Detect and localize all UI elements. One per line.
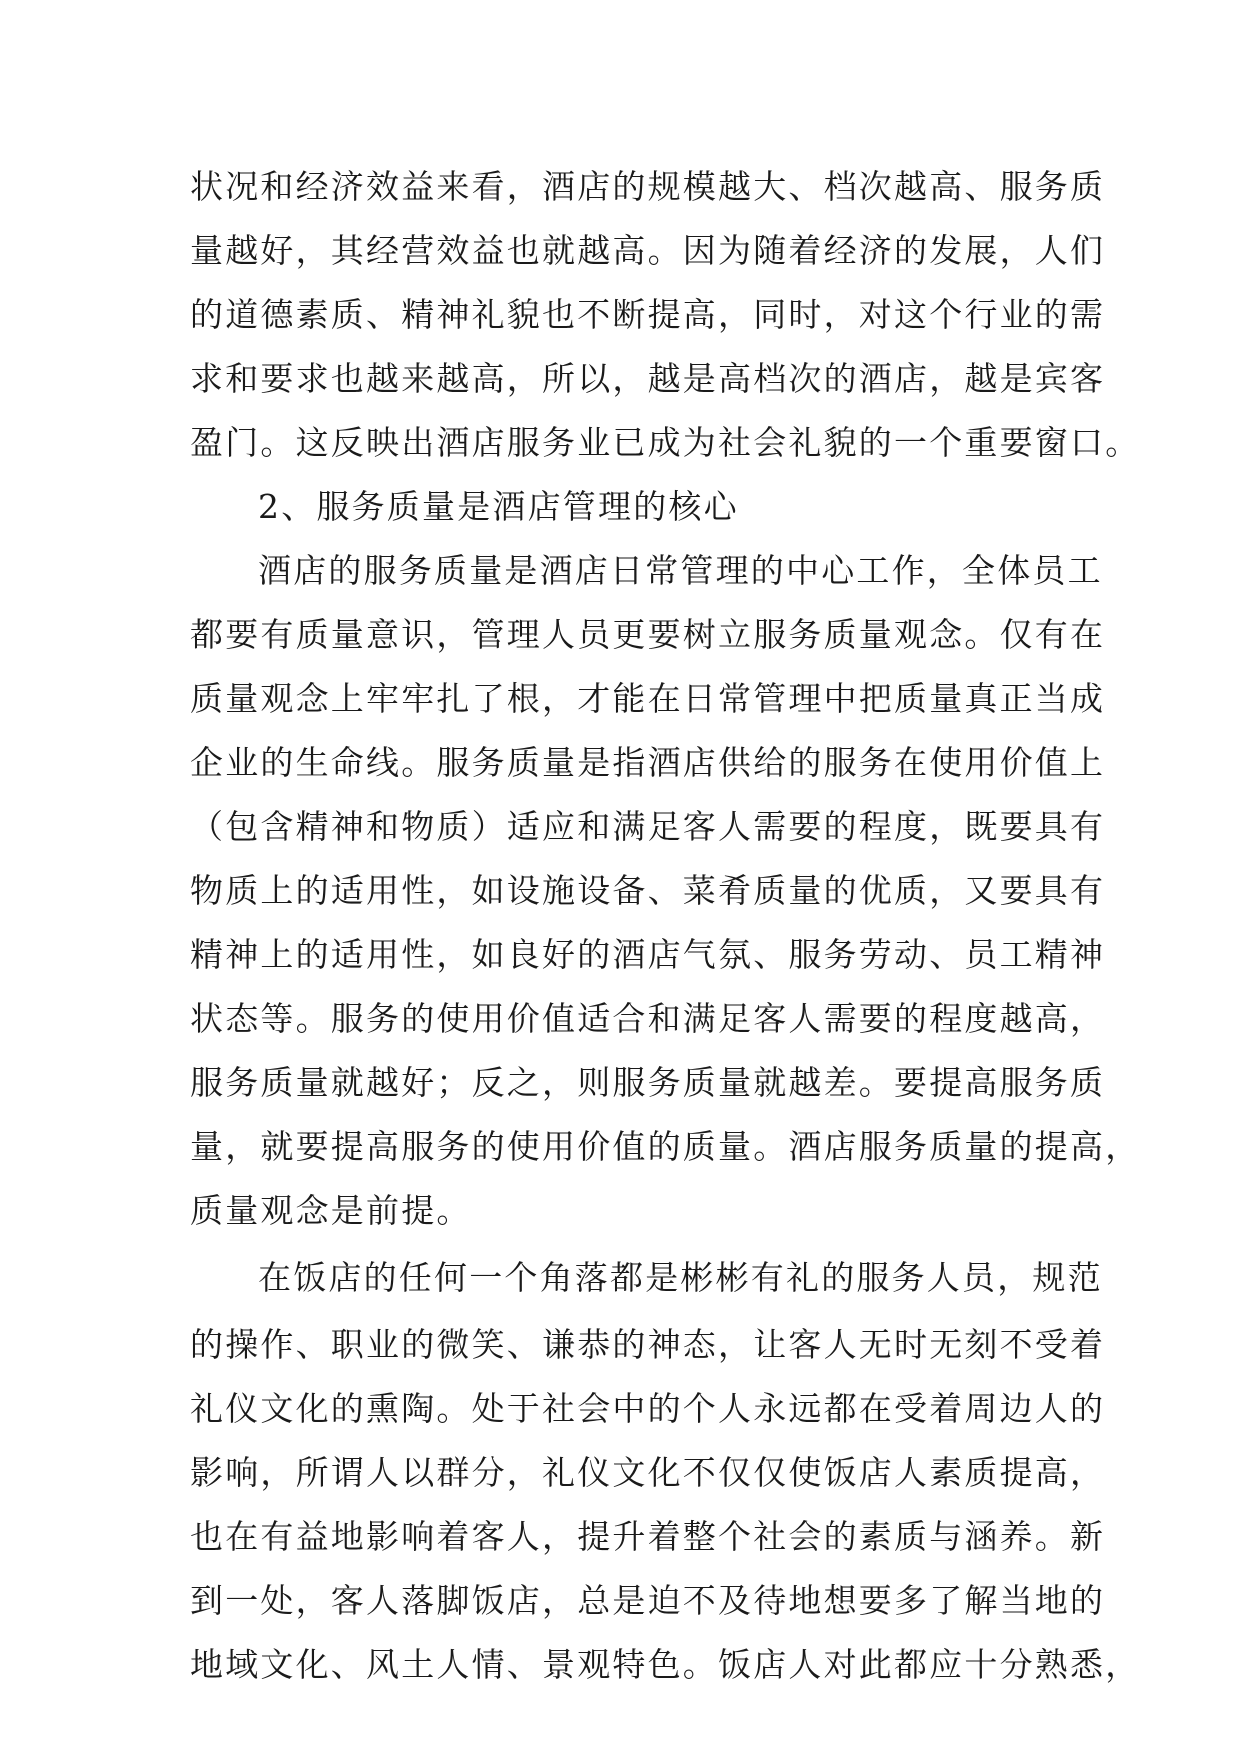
text-line: 影响，所谓人以群分，礼仪文化不仅仅使饭店人素质提高，: [190, 1453, 1106, 1492]
text-line: 的道德素质、精神礼貌也不断提高，同时，对这个行业的需: [190, 295, 1106, 334]
document-body: [190, 155, 1141, 1697]
text-line: 量，就要提高服务的使用价值的质量。酒店服务质量的提高，: [190, 1127, 1141, 1166]
text-line: 状况和经济效益来看，酒店的规模越大、档次越高、服务质: [190, 167, 1106, 206]
text-line: （包含精神和物质）适应和满足客人需要的程度，既要具有: [190, 807, 1106, 846]
text-line: 酒店的服务质量是酒店日常管理的中心工作，全体员工: [258, 551, 1103, 590]
text-line: 求和要求也越来越高，所以，越是高档次的酒店，越是宾客: [190, 359, 1106, 398]
text-line: 精神上的适用性，如良好的酒店气氛、服务劳动、员工精神: [190, 935, 1106, 974]
text-line: 的操作、职业的微笑、谦恭的神态，让客人无时无刻不受着: [190, 1325, 1106, 1364]
section-heading: 2、服务质量是酒店管理的核心: [258, 487, 739, 526]
text-line: 地域文化、风土人情、景观特色。饭店人对此都应十分熟悉，: [190, 1645, 1141, 1684]
text-line: 质量观念是前提。: [190, 1191, 472, 1230]
text-line: 都要有质量意识，管理人员更要树立服务质量观念。仅有在: [190, 615, 1106, 654]
text-line: 礼仪文化的熏陶。处于社会中的个人永远都在受着周边人的: [190, 1389, 1106, 1428]
text-line: 盈门。这反映出酒店服务业已成为社会礼貌的一个重要窗口。: [190, 423, 1141, 462]
text-line: 在饭店的任何一个角落都是彬彬有礼的服务人员，规范: [258, 1258, 1103, 1297]
text-line: 到一处，客人落脚饭店，总是迫不及待地想要多了解当地的: [190, 1581, 1106, 1620]
text-line: 质量观念上牢牢扎了根，才能在日常管理中把质量真正当成: [190, 679, 1106, 718]
text-line: 量越好，其经营效益也就越高。因为随着经济的发展，人们: [190, 231, 1106, 270]
text-line: 物质上的适用性，如设施设备、菜肴质量的优质，又要具有: [190, 871, 1106, 910]
text-line: 也在有益地影响着客人，提升着整个社会的素质与涵养。新: [190, 1517, 1106, 1556]
text-line: 企业的生命线。服务质量是指酒店供给的服务在使用价值上: [190, 743, 1106, 782]
text-line: 服务质量就越好；反之，则服务质量就越差。要提高服务质: [190, 1063, 1106, 1102]
text-line: 状态等。服务的使用价值适合和满足客人需要的程度越高，: [190, 999, 1106, 1038]
